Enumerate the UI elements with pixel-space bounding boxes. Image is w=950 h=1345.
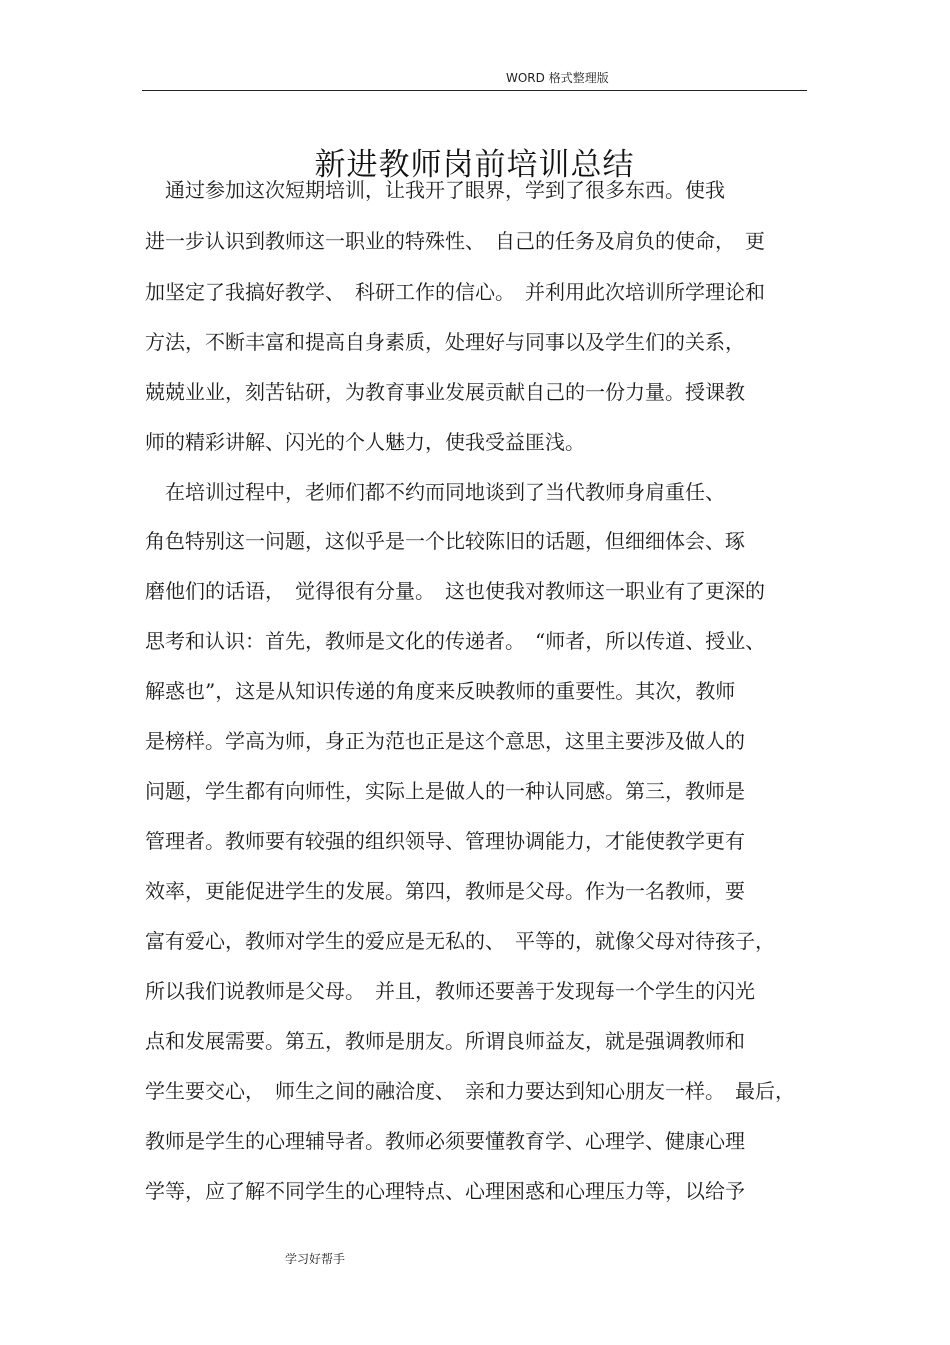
body-line: 教师是学生的心理辅导者。教师必须要懂教育学、心理学、健康心理	[145, 1129, 745, 1153]
body-line: 角色特别这一问题，这似乎是一个比较陈旧的话题，但细细体会、琢	[145, 529, 745, 553]
body-line: 进一步认识到教师这一职业的特殊性、 自己的任务及肩负的使命， 更	[145, 229, 765, 253]
body-line: 通过参加这次短期培训，让我开了眼界，学到了很多东西。使我	[145, 178, 725, 202]
body-line: 富有爱心，教师对学生的爱应是无私的、 平等的，就像父母对待孩子，	[145, 929, 775, 953]
body-line: 所以我们说教师是父母。 并且，教师还要善于发现每一个学生的闪光	[145, 979, 755, 1003]
body-line: 加坚定了我搞好教学、 科研工作的信心。 并利用此次培训所学理论和	[145, 280, 765, 304]
page-header-text: WORD 格式整理版	[506, 71, 609, 85]
body-line: 思考和认识：首先，教师是文化的传递者。 “师者，所以传道、授业、	[145, 629, 766, 653]
body-line: 学生要交心， 师生之间的融洽度、 亲和力要达到知心朋友一样。 最后，	[145, 1079, 795, 1103]
body-line: 效率，更能促进学生的发展。第四，教师是父母。作为一名教师，要	[145, 879, 745, 903]
body-line: 师的精彩讲解、闪光的个人魅力，使我受益匪浅。	[145, 430, 585, 454]
page-footer-text: 学习好帮手	[285, 1252, 346, 1266]
body-line: 是榜样。学高为师，身正为范也正是这个意思，这里主要涉及做人的	[145, 729, 745, 753]
body-line: 磨他们的话语， 觉得很有分量。 这也使我对教师这一职业有了更深的	[145, 579, 765, 603]
body-line: 管理者。教师要有较强的组织领导、管理协调能力，才能使教学更有	[145, 829, 745, 853]
body-line: 方法，不断丰富和提高自身素质，处理好与同事以及学生们的关系，	[145, 330, 745, 354]
body-line: 问题，学生都有向师性，实际上是做人的一种认同感。第三，教师是	[145, 779, 745, 803]
body-line: 兢兢业业，刻苦钻研，为教育事业发展贡献自己的一份力量。授课教	[145, 380, 745, 404]
body-line: 在培训过程中，老师们都不约而同地谈到了当代教师身肩重任、	[145, 480, 725, 504]
body-line: 点和发展需要。第五，教师是朋友。所谓良师益友，就是强调教师和	[145, 1029, 745, 1053]
body-line: 学等，应了解不同学生的心理特点、心理困惑和心理压力等，以给予	[145, 1179, 745, 1203]
document-title: 新进教师岗前培训总结	[314, 146, 635, 183]
header-divider	[142, 90, 807, 91]
body-line: 解惑也”，这是从知识传递的角度来反映教师的重要性。其次，教师	[145, 679, 736, 703]
